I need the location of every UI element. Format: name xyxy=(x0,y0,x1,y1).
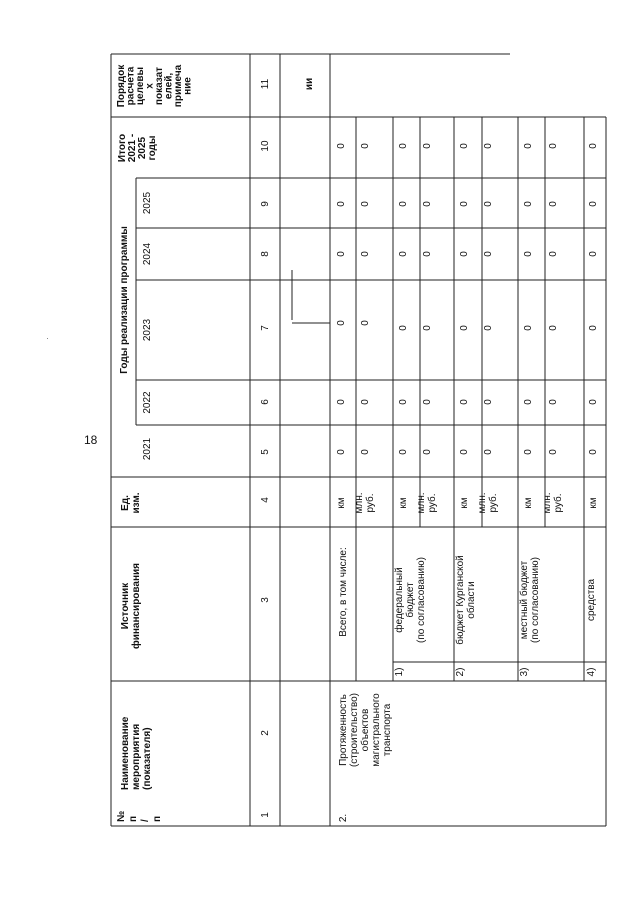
index-cell-2: 2 xyxy=(260,730,271,736)
order-header-line: показат xyxy=(154,66,165,106)
num-header-line: п xyxy=(152,815,163,822)
indicator-name-line: (строительство) xyxy=(349,692,360,768)
total-header-line: Итого xyxy=(117,133,128,163)
value-cell: 0 xyxy=(398,325,409,331)
year-header-2024: 2024 xyxy=(142,242,153,266)
value-cell: 0 xyxy=(336,320,347,326)
source-label-2 xyxy=(454,555,477,645)
unit-mln-7 xyxy=(542,492,564,513)
indicator-name xyxy=(338,693,393,767)
unit-mln-3-line: млн. xyxy=(416,492,427,514)
value-cell: 0 xyxy=(360,201,371,207)
value-cell: 0 xyxy=(422,399,433,405)
value-cell: 0 xyxy=(548,399,559,405)
unit-header-line: изм. xyxy=(131,492,142,514)
value-cell: 0 xyxy=(398,143,409,149)
order-header-line: примеча xyxy=(173,64,184,108)
value-cell: 0 xyxy=(523,399,534,405)
value-cell: 0 xyxy=(588,449,599,455)
source-header-line: Источник xyxy=(120,582,131,630)
value-cell: 0 xyxy=(398,251,409,257)
value-cell: 0 xyxy=(459,201,470,207)
value-cell: 0 xyxy=(459,143,470,149)
value-cell: 0 xyxy=(548,143,559,149)
value-cell: 0 xyxy=(483,201,494,207)
index-cell-9: 9 xyxy=(260,201,271,207)
value-cell: 0 xyxy=(422,325,433,331)
value-cell: 0 xyxy=(422,449,433,455)
source-label-1-line: федеральный xyxy=(394,567,405,633)
value-cell: 0 xyxy=(360,320,371,326)
value-cell: 0 xyxy=(336,399,347,405)
value-cell: 0 xyxy=(588,201,599,207)
order-header-line: ние xyxy=(182,77,194,95)
order-header-line: расчета xyxy=(125,66,137,106)
unit-mln-1-line: руб. xyxy=(365,493,376,513)
source-num-3: 3) xyxy=(519,667,530,677)
unit-km-2: км xyxy=(398,497,409,509)
fragment-text: ии xyxy=(304,77,315,91)
unit-mln-7-line: руб. xyxy=(553,493,564,513)
indicator-name-line: транспорта xyxy=(382,703,393,757)
index-cell-1: 1 xyxy=(260,812,271,818)
value-cell: 0 xyxy=(548,201,559,207)
value-cell: 0 xyxy=(523,201,534,207)
name-header-line: (показателя) xyxy=(142,727,153,790)
unit-mln-5-line: млн. xyxy=(477,492,488,514)
source-label-3 xyxy=(518,557,541,643)
value-cell: 0 xyxy=(360,449,371,455)
value-cell: 0 xyxy=(422,143,433,149)
value-cell: 0 xyxy=(483,143,494,149)
year-header-2022: 2022 xyxy=(142,391,153,414)
value-cell: 0 xyxy=(360,399,371,405)
value-cell: 0 xyxy=(548,325,559,331)
value-cell: 0 xyxy=(588,251,599,257)
order-header-line: целевы xyxy=(135,66,146,106)
index-cell-8: 8 xyxy=(260,251,271,257)
value-cell: 0 xyxy=(360,251,371,257)
index-cell-3: 3 xyxy=(260,597,271,603)
source-num-4: 4) xyxy=(586,667,597,677)
value-cell: 0 xyxy=(588,399,599,405)
index-cell-5: 5 xyxy=(260,449,271,455)
source-label-1-line: бюджет xyxy=(405,582,416,618)
index-cell-7: 7 xyxy=(260,325,271,331)
unit-km-4: км xyxy=(459,497,470,509)
source-label-2-line: бюджет Курганской xyxy=(455,555,466,645)
value-cell: 0 xyxy=(398,201,409,207)
unit-mln-1-line: млн. xyxy=(354,492,365,514)
total-header-line: 2021 - xyxy=(127,133,138,163)
unit-km-8: км xyxy=(588,497,599,509)
total-header-line: годы xyxy=(147,135,158,161)
num-header-line: № xyxy=(116,810,127,822)
value-cell: 0 xyxy=(360,143,371,149)
unit-km-6: км xyxy=(523,497,534,509)
unit-mln-5 xyxy=(477,492,499,513)
value-cell: 0 xyxy=(459,399,470,405)
source-num-1: 1) xyxy=(394,667,405,677)
source-label-3-line: (по согласованию) xyxy=(530,557,541,643)
index-cell-6: 6 xyxy=(260,399,271,405)
value-cell: 0 xyxy=(523,325,534,331)
value-cell: 0 xyxy=(398,449,409,455)
num-header-line: п xyxy=(128,815,139,822)
value-cell: 0 xyxy=(523,449,534,455)
total-header-line: 2025 xyxy=(137,136,148,160)
unit-mln-7-line: млн. xyxy=(542,492,553,514)
unit-mln-1 xyxy=(354,492,376,513)
source-num-2: 2) xyxy=(455,667,466,677)
value-cell: 0 xyxy=(483,399,494,405)
value-cell: 0 xyxy=(336,143,347,149)
total-label: Всего, в том числе: xyxy=(338,547,349,637)
value-cell: 0 xyxy=(398,399,409,405)
source-label-4 xyxy=(586,579,597,622)
year-header-2021: 2021 xyxy=(142,437,153,461)
value-cell: 0 xyxy=(422,201,433,207)
source-header xyxy=(120,563,142,649)
value-cell: 0 xyxy=(459,251,470,257)
value-cell: 0 xyxy=(459,449,470,455)
num-header-line: / xyxy=(140,819,151,822)
indicator-name-line: магистрального xyxy=(371,693,382,767)
unit-header xyxy=(120,492,142,513)
value-cell: 0 xyxy=(422,251,433,257)
value-cell: 0 xyxy=(483,251,494,257)
value-cell: 0 xyxy=(336,449,347,455)
source-label-3-line: местный бюджет xyxy=(519,560,530,640)
name-header-line: Наименование xyxy=(120,716,131,790)
index-cell-10: 10 xyxy=(260,140,271,152)
value-cell: 0 xyxy=(483,325,494,331)
name-header-line: мероприятия xyxy=(131,723,142,790)
value-cell: 0 xyxy=(588,325,599,331)
name-header xyxy=(120,716,153,790)
source-label-2-line: области xyxy=(466,581,477,619)
index-cell-11: 11 xyxy=(260,78,271,90)
index-cell-4: 4 xyxy=(260,497,271,503)
value-cell: 0 xyxy=(459,325,470,331)
order-header xyxy=(116,64,194,108)
value-cell: 0 xyxy=(336,201,347,207)
indicator-name-line: Протяженность xyxy=(338,694,349,766)
indicator-number: 2. xyxy=(338,813,349,823)
total-header xyxy=(117,134,158,162)
source-label-4-line: средства xyxy=(586,578,597,622)
value-cell: 0 xyxy=(548,251,559,257)
year-header-2025: 2025 xyxy=(142,191,153,215)
page-number: 18 xyxy=(84,433,98,447)
source-label-1 xyxy=(393,557,427,643)
value-cell: 0 xyxy=(336,251,347,257)
value-cell: 0 xyxy=(548,449,559,455)
years-group-header: Годы реализации программы xyxy=(119,226,130,374)
unit-header-line: Ед. xyxy=(120,495,131,511)
indicator-name-line: объектов xyxy=(360,708,371,752)
unit-mln-5-line: руб. xyxy=(488,493,499,513)
value-cell: 0 xyxy=(523,143,534,149)
unit-mln-3-line: руб. xyxy=(427,493,438,513)
unit-mln-3 xyxy=(416,492,438,513)
order-header-line: Порядок xyxy=(116,64,127,108)
source-header-line: финансирования xyxy=(131,562,142,650)
order-header-line: х xyxy=(144,83,156,89)
num-header xyxy=(116,811,163,822)
unit-km-0: км xyxy=(336,497,347,509)
value-cell: 0 xyxy=(588,143,599,149)
year-header-2023: 2023 xyxy=(142,318,153,342)
value-cell: 0 xyxy=(523,251,534,257)
value-cell: 0 xyxy=(483,449,494,455)
source-label-1-line: (по согласованию) xyxy=(416,557,427,643)
order-header-line: елей, xyxy=(163,72,175,100)
